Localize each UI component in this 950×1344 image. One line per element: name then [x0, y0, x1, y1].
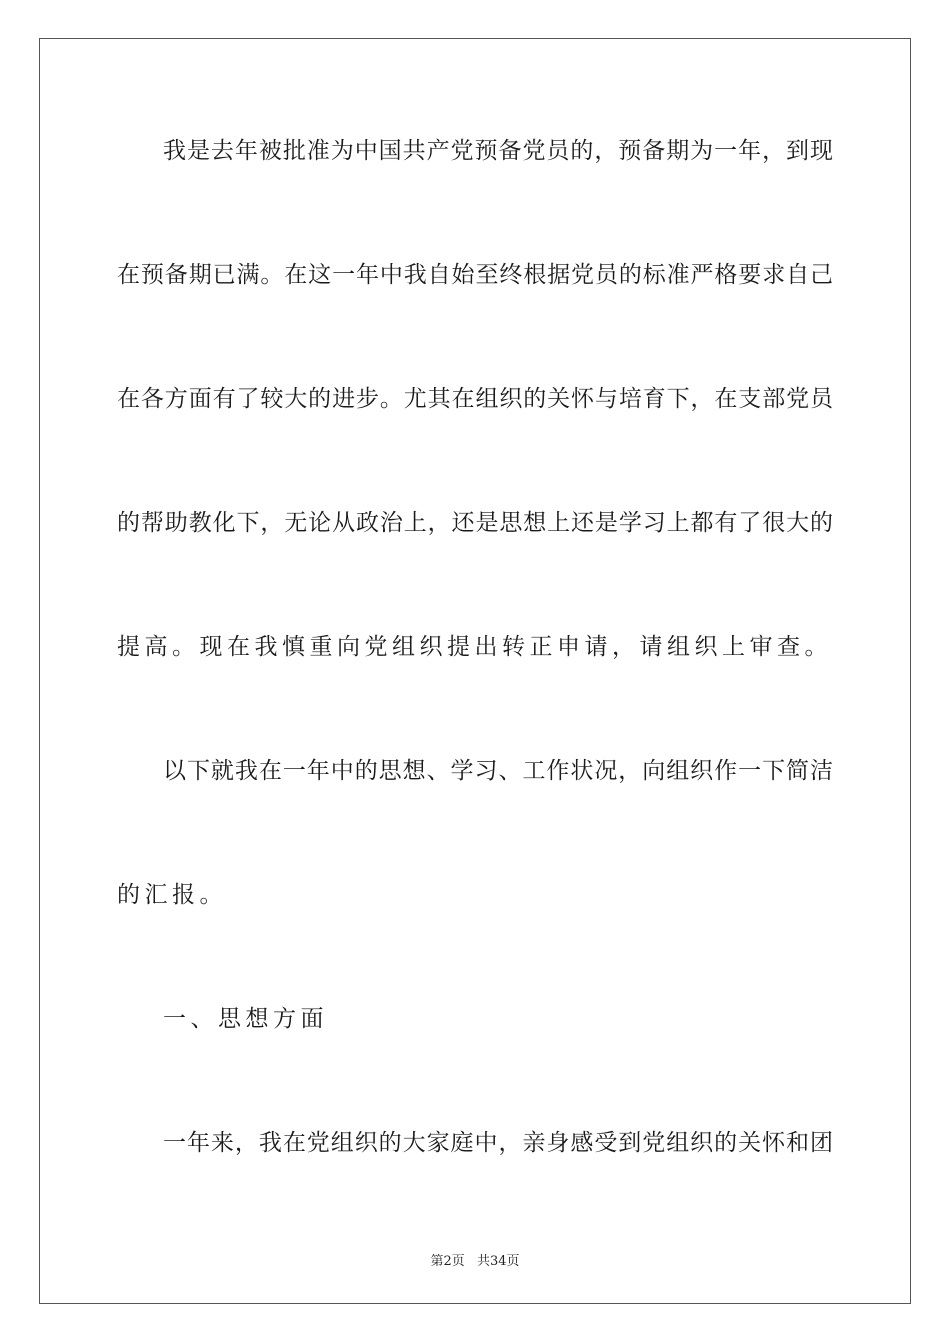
page-number: 第2页 [430, 1254, 465, 1269]
page-frame [39, 38, 911, 1304]
paragraph-line: 在预备期已满。在这一年中我自始至终根据党员的标准严格要求自己 [117, 262, 833, 288]
paragraph-line: 的汇报。 [117, 882, 227, 908]
page-footer [0, 1250, 950, 1269]
paragraph-line: 提高。现在我慎重向党组织提出转正申请，请组织上审查。 [117, 634, 832, 660]
section-heading: 一、思想方面 [163, 1006, 328, 1032]
paragraph-line: 以下就我在一年中的思想、学习、工作状况，向组织作一下简洁 [163, 758, 833, 784]
paragraph-line: 在各方面有了较大的进步。尤其在组织的关怀与培育下，在支部党员 [117, 386, 833, 412]
paragraph-line: 一年来，我在党组织的大家庭中，亲身感受到党组织的关怀和团 [163, 1130, 833, 1156]
paragraph-line: 我是去年被批准为中国共产党预备党员的，预备期为一年，到现 [163, 138, 833, 164]
paragraph-line: 的帮助教化下，无论从政治上，还是思想上还是学习上都有了很大的 [117, 510, 833, 536]
page-total: 共34页 [476, 1254, 520, 1269]
